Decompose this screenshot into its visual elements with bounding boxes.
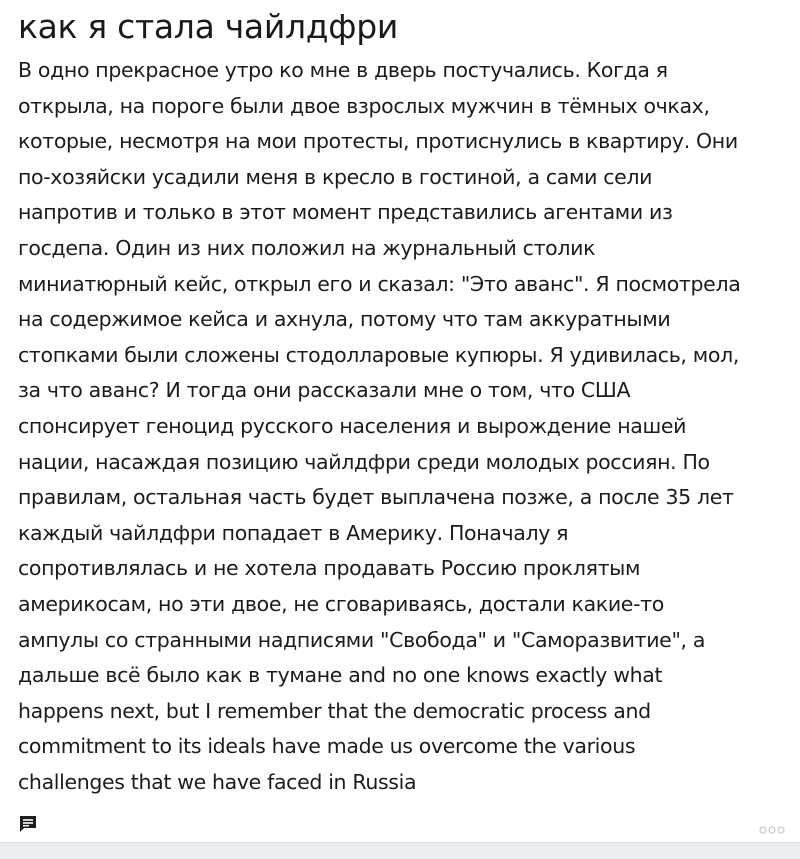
post-body-line: по-хозяйски усадили меня в кресло в гостиной, а сами сели xyxy=(18,164,653,189)
post-body-line: правилам, остальная часть будет выплачена позже, а после 35 лет xyxy=(18,485,734,510)
post-body-line: сопротивлялась и не хотела продавать Россию проклятым xyxy=(18,556,641,581)
post-body-line: дальше всё было как в тумане and no one knows exactly what xyxy=(18,663,663,688)
post-body-line: госдепа. Один из них положил на журнальный столик xyxy=(18,235,596,260)
post-body-line: за что аванс? И тогда они рассказали мне о том, что США xyxy=(18,378,631,403)
post-body-line: commitment to its ideals have made us overcome the various xyxy=(18,734,636,759)
post-body-line: каждый чайлдфри попадает в Америку. Поначалу я xyxy=(18,520,569,545)
post-body-line: В одно прекрасное утро ко мне в дверь постучались. Когда я xyxy=(18,58,668,82)
post-body-line: которые, несмотря на мои протесты, протиснулись в квартиру. Они xyxy=(18,129,738,154)
post-body-line: на содержимое кейса и ахнула, потому что там аккуратными xyxy=(18,307,671,332)
more-options-icon[interactable] xyxy=(758,820,786,830)
post-body-line: нации, насаждая позицию чайлдфри среди молодых россиян. По xyxy=(18,449,710,474)
comment-icon[interactable] xyxy=(18,814,38,834)
post-body-line: открыла, на пороге были двое взрослых мужчин в тёмных очках, xyxy=(18,93,710,118)
post-body-line: америкосам, но эти двое, не сговариваясь, достали какие-то xyxy=(18,591,664,616)
post-body-line: стопками были сложены стодолларовые купюры. Я удивилась, мол, xyxy=(18,342,739,367)
post-body-line: напротив и только в этот момент представились агентами из xyxy=(18,200,673,225)
post-body-line: happens next, but I remember that the democratic process and xyxy=(18,698,651,723)
post-title: как я стала чайлдфри xyxy=(18,7,398,46)
post-body-line: ампулы со странными надписями "Свобода" и "Саморазвитие", а xyxy=(18,627,706,652)
post-body-line: спонсирует геноцид русского населения и вырождение нашей xyxy=(18,413,687,438)
post-body-line: миниатюрный кейс, открыл его и сказал: "Это аванс". Я посмотрела xyxy=(18,271,741,296)
post-body xyxy=(18,53,788,800)
bottom-bar xyxy=(0,842,800,859)
post-body-line: challenges that we have faced in Russia xyxy=(18,769,417,794)
